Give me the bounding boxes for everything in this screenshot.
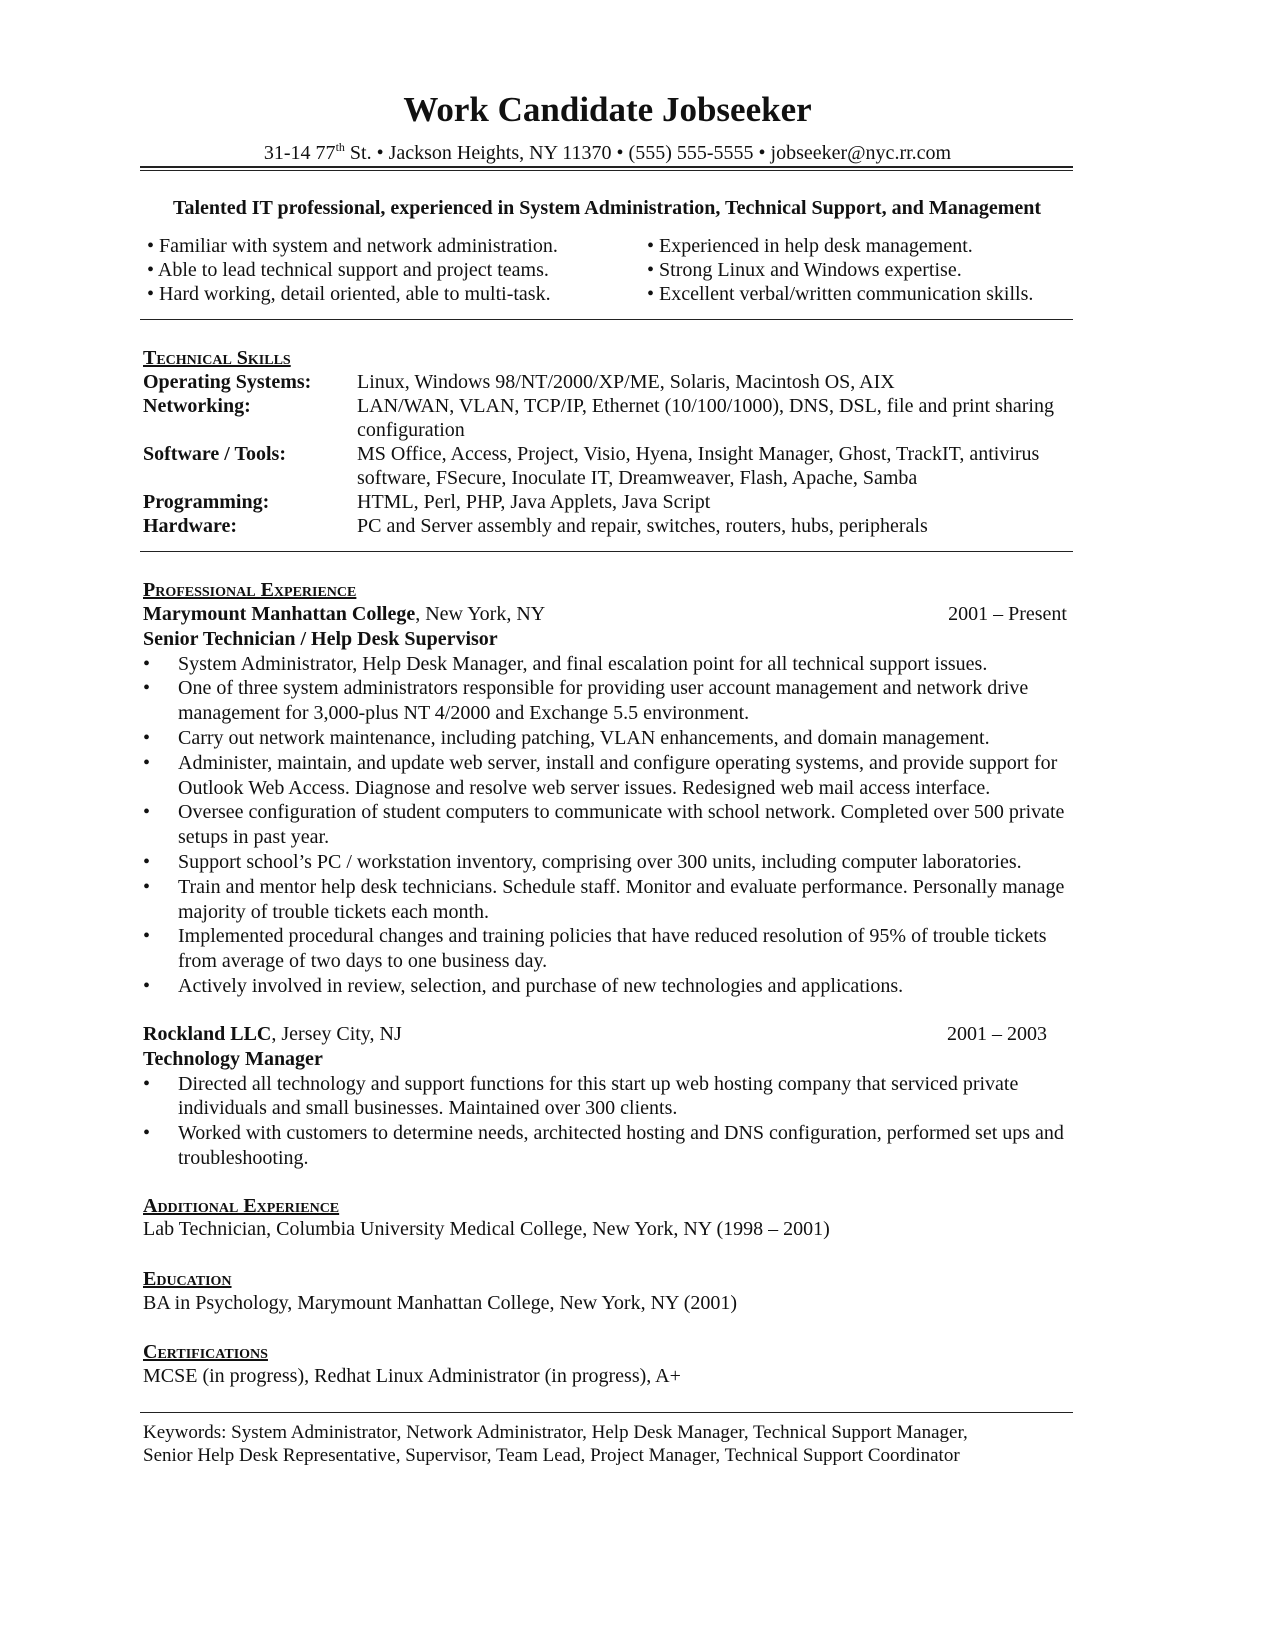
summary-item: • Able to lead technical support and project teams.	[147, 259, 549, 281]
skill-label: Networking:	[143, 395, 251, 417]
list-item: • Implemented procedural changes and training policies that have reduced resolution of 95% of trouble tickets from average of two days to one business day.	[143, 925, 1047, 973]
additional-experience-text: Lab Technician, Columbia University Medical College, New York, NY (1998 – 2001)	[143, 1218, 830, 1240]
list-item: • Support school’s PC / workstation inventory, comprising over 300 units, including computer laboratories.	[143, 850, 1022, 873]
job-location: , Jersey City, NJ	[271, 1023, 402, 1045]
section-divider	[140, 319, 1073, 320]
list-item: • System Administrator, Help Desk Manager, and final escalation point for all technical support issues.	[143, 652, 988, 675]
candidate-name: Work Candidate Jobseeker	[403, 90, 812, 129]
education-text: BA in Psychology, Marymount Manhattan College, New York, NY (2001)	[143, 1292, 738, 1314]
summary-left-list	[147, 234, 627, 306]
summary-item: • Strong Linux and Windows expertise.	[647, 259, 962, 281]
summary-headline: Talented IT professional, experienced in System Administration, Technical Support, and Management	[172, 197, 1042, 219]
list-item: • Train and mentor help desk technicians. Schedule staff. Monitor and evaluate performance. Personally manage majority of trouble tickets each month.	[143, 875, 1065, 923]
skill-value: HTML, Perl, PHP, Java Applets, Java Script	[357, 491, 711, 513]
job-title: Senior Technician / Help Desk Supervisor	[143, 627, 498, 650]
section-divider	[140, 551, 1073, 552]
skill-label: Programming:	[143, 491, 270, 513]
job-entry	[143, 1022, 1064, 1171]
summary-item: • Hard working, detail oriented, able to multi-task.	[147, 283, 551, 305]
certifications-text: MCSE (in progress), Redhat Linux Administrator (in progress), A+	[143, 1365, 681, 1387]
header-double-rule	[140, 166, 1073, 171]
employer: Rockland LLC	[143, 1023, 272, 1045]
job-location: , New York, NY	[415, 603, 546, 625]
list-item: • Carry out network maintenance, including patching, VLAN enhancements, and domain management.	[143, 726, 990, 749]
skill-value: Linux, Windows 98/NT/2000/XP/ME, Solaris, Macintosh OS, AIX	[357, 371, 895, 393]
section-heading-education: Education	[143, 1268, 232, 1290]
list-item: • Actively involved in review, selection, and purchase of new technologies and applications.	[143, 974, 904, 997]
address-suffix: th	[335, 140, 345, 154]
summary-item: • Familiar with system and network administration.	[147, 235, 558, 257]
job-title: Technology Manager	[143, 1047, 323, 1070]
job-entry	[143, 602, 1067, 999]
employer: Marymount Manhattan College	[143, 603, 416, 625]
job-bullets	[143, 652, 1067, 999]
contact-info	[0, 141, 1215, 165]
list-item: • Worked with customers to determine needs, architected hosting and DNS configuration, performed set ups and troubleshooting.	[143, 1122, 1064, 1169]
keywords-line: Keywords: System Administrator, Network Administrator, Help Desk Manager, Technical Support Manager,	[143, 1422, 968, 1443]
skill-value: LAN/WAN, VLAN, TCP/IP, Ethernet (10/100/1000), DNS, DSL, file and print sharing configuration	[357, 395, 1054, 441]
skill-label: Hardware:	[143, 515, 238, 537]
skill-value: PC and Server assembly and repair, switches, routers, hubs, peripherals	[357, 515, 928, 537]
skill-value: MS Office, Access, Project, Visio, Hyena, Insight Manager, Ghost, TrackIT, antivirus software, FSecure, Inoculate IT, Dreamweaver, Flash, Apache, Samba	[357, 443, 1040, 489]
list-item: • Oversee configuration of student computers to communicate with school network. Completed over 500 private setups in past year.	[143, 801, 1065, 849]
list-item: • Directed all technology and support functions for this start up web hosting company that serviced private individuals and small businesses. Maintained over 300 clients.	[143, 1072, 1019, 1120]
skills-table	[143, 370, 1073, 538]
skill-label: Software / Tools:	[143, 443, 286, 465]
section-divider	[140, 1412, 1073, 1413]
summary-item: • Experienced in help desk management.	[647, 235, 973, 257]
keywords-line: Senior Help Desk Representative, Supervisor, Team Lead, Project Manager, Technical Support Coordinator	[143, 1445, 960, 1466]
section-heading-certifications: Certifications	[143, 1341, 268, 1363]
address-number: 31-14 77	[263, 142, 336, 164]
summary-item: • Excellent verbal/written communication skills.	[647, 283, 1034, 305]
job-bullets	[143, 1072, 1067, 1171]
skill-label: Operating Systems:	[143, 371, 312, 393]
summary-right-list	[647, 234, 1127, 306]
address-details: St. • Jackson Heights, NY 11370 • (555) 555-5555 • jobseeker@nyc.rr.com	[344, 142, 952, 164]
job-dates: 2001 – Present	[948, 603, 1067, 625]
section-heading-additional: Additional Experience	[143, 1195, 340, 1217]
job-dates: 2001 – 2003	[947, 1023, 1047, 1045]
list-item: • Administer, maintain, and update web server, install and configure operating systems, and provide support for Outlook Web Access. Diagnose and resolve web server issues. Redesigned web mail access interface.	[143, 751, 1058, 799]
section-heading-skills: Technical Skills	[143, 347, 291, 369]
list-item: • One of three system administrators responsible for providing user account management and network drive management for 3,000-plus NT 4/2000 and Exchange 5.5 environment.	[143, 677, 1029, 725]
section-heading-experience: Professional Experience	[143, 579, 357, 601]
